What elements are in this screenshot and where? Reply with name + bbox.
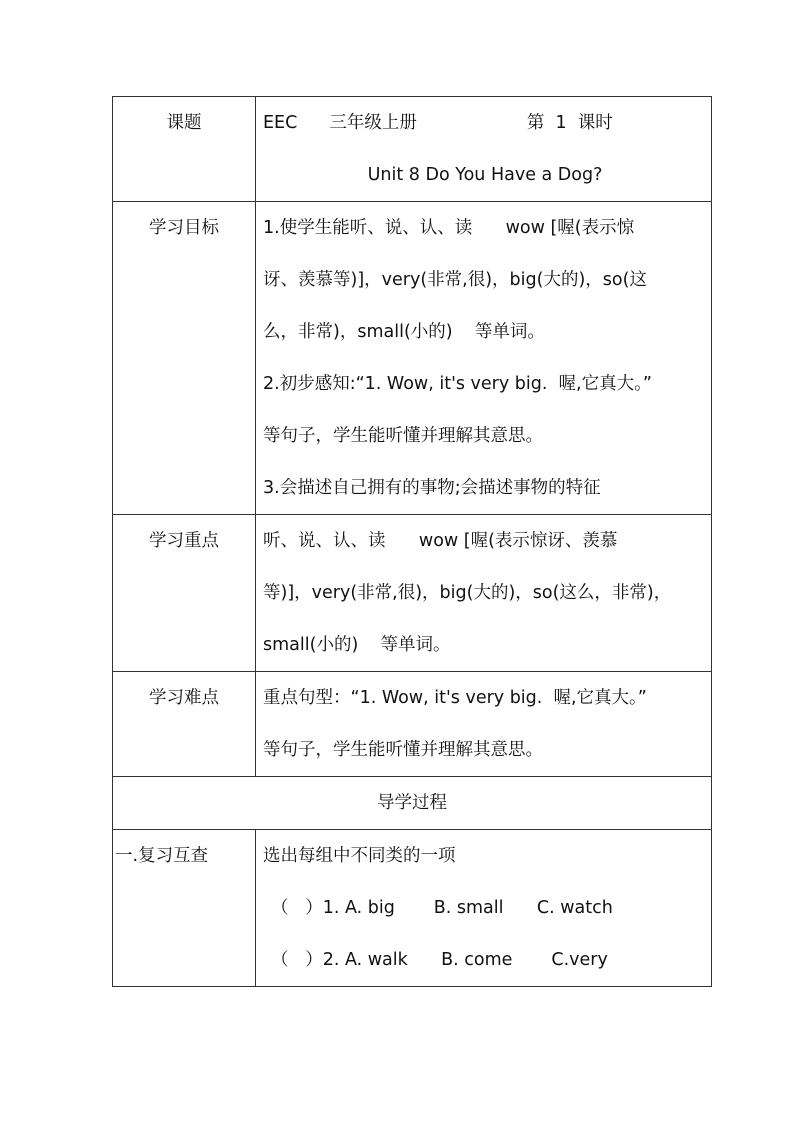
header-title-line <box>263 97 707 149</box>
header-label: 课题 <box>166 113 202 133</box>
review-question-1: （ ）1. A. big B. small C. watch <box>271 898 613 918</box>
objectives-line-4: 2.初步感知:“1. Wow, it's very big. 喔,它真大。” <box>263 374 652 394</box>
difficulties-line-2: 等句子，学生能听懂并理解其意思。 <box>263 740 543 760</box>
objectives-content-cell <box>256 202 712 515</box>
objectives-line-3: 么，非常)，small(小的) 等单词。 <box>263 322 545 342</box>
objectives-label: 学习目标 <box>149 218 219 238</box>
key-points-content-cell <box>256 515 712 672</box>
review-row <box>113 830 712 987</box>
difficulties-row <box>113 672 712 777</box>
lesson-number: 第 1 课时 <box>526 113 613 133</box>
process-heading: 导学过程 <box>377 793 447 813</box>
objectives-label-cell <box>113 202 256 515</box>
review-label-cell <box>113 830 256 987</box>
publisher: EEC <box>263 113 298 133</box>
review-instruction: 选出每组中不同类的一项 <box>263 846 456 866</box>
difficulties-label: 学习难点 <box>149 688 219 708</box>
difficulties-label-cell <box>113 672 256 777</box>
key-points-line-3: small(小的) 等单词。 <box>263 635 451 655</box>
key-points-line-1: 听、说、认、读 wow [喔(表示惊讶、羡慕 <box>263 531 618 551</box>
objectives-line-1: 1.使学生能听、说、认、读 wow [喔(表示惊 <box>263 218 635 238</box>
review-content-cell <box>256 830 712 987</box>
header-row <box>113 97 712 202</box>
lesson-plan-table <box>112 96 712 987</box>
process-heading-cell <box>113 777 712 830</box>
difficulties-content-cell <box>256 672 712 777</box>
key-points-label-cell <box>113 515 256 672</box>
review-question-2: （ ）2. A. walk B. come C.very <box>271 950 608 970</box>
objectives-line-6: 3.会描述自己拥有的事物;会描述事物的特征 <box>263 478 601 498</box>
grade: 三年级上册 <box>329 113 417 133</box>
key-points-row <box>113 515 712 672</box>
objectives-line-5: 等句子，学生能听懂并理解其意思。 <box>263 426 543 446</box>
process-row <box>113 777 712 830</box>
key-points-line-2: 等)]，very(非常,很)，big(大的)，so(这么，非常)， <box>263 583 672 603</box>
difficulties-line-1: 重点句型：“1. Wow, it's very big. 喔,它真大。” <box>263 688 647 708</box>
unit-title: Unit 8 Do You Have a Dog? <box>367 165 603 185</box>
review-label: 一.复习互查 <box>115 846 209 866</box>
header-content-cell <box>256 97 712 202</box>
objectives-line-2: 讶、羡慕等)]，very(非常,很)，big(大的)，so(这 <box>263 270 647 290</box>
header-label-cell <box>113 97 256 202</box>
objectives-row <box>113 202 712 515</box>
key-points-label: 学习重点 <box>149 531 219 551</box>
